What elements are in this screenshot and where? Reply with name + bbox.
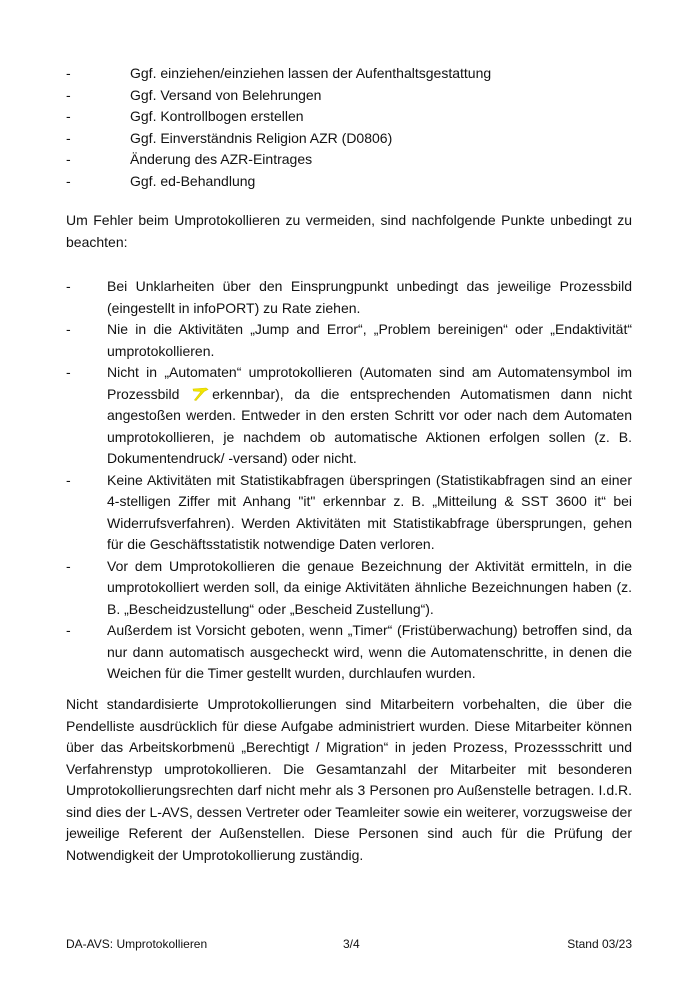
list-item-text: Ggf. Einverständnis Religion AZR (D0806) (130, 129, 393, 146)
intro-paragraph: Um Fehler beim Umprotokollieren zu vermeiden, sind nachfolgende Punkte unbedingt zu beachten: (66, 212, 632, 250)
list-item-text: Ggf. Kontrollbogen erstellen (130, 108, 304, 124)
list-item (66, 128, 632, 150)
list-item-text: Ggf. einziehen/einziehen lassen der Aufenthaltsgestattung (130, 65, 492, 81)
list-item-text: Änderung des AZR-Eintrages (130, 151, 313, 167)
list-dash: - (66, 321, 71, 337)
closing-paragraph: Nicht standardisierte Umprotokollierungen sind Mitarbeitern vorbehalten, die über die Pendelliste ausdrücklich für diese Aufgabe administriert wurden. Diese Mitarbeiter können über das Arbeitskorbmenü „Berechtigt / Migration“ in jeden Prozess, Prozessschritt und Verfahrenstyp umprotokollieren. Die Gesamtanzahl der Mitarbeiter mit besonderen Umprotokollierungsrechten darf nicht mehr als 3 Personen pro Außenstelle betragen. I.d.R. sind dies der L-AVS, dessen Vertreter oder Teamleiter sowie ein weiterer, vorzugsweise der jeweilige Referent der Außenstellen. Diese Personen sind auch für die Prüfung der Notwendigkeit der Umprotokollierung zuständig. (66, 696, 632, 863)
list-dash: - (66, 278, 71, 294)
list-item-text-after: erkennbar), da die entsprechenden Automatismen dann nicht angestoßen werden. Entweder in den ersten Schritt vor oder nach dem Automaten umprotokollieren, je nachdem ob automatische Aktionen erfolgen sollen (z. B. Dokumentendruck/ -versand) oder nicht. (107, 385, 633, 466)
list-item (66, 362, 632, 470)
list-dash: - (66, 86, 71, 103)
list-item-text: Keine Aktivitäten mit Statistikabfragen überspringen (Statistikabfragen sind an einer 4-stelligen Ziffer mit Anhang "it" erkennbar z. B. „Mitteilung & SST 3600 it“ bei Widerrufsverfahren). Werden Aktivitäten mit Statistikabfrage übersprungen, gehen für die Geschäftsstatistik notwendige Daten verloren. (107, 471, 632, 552)
list-item (66, 171, 632, 193)
list-item (66, 149, 632, 171)
list-item-text-before: Nicht in „Automaten“ umprotokollieren (Automaten sind am Automatensymbol im Prozessbild (107, 364, 632, 402)
list-dash: - (66, 172, 71, 189)
list-item (66, 556, 632, 621)
list-item (66, 470, 632, 556)
list-item-text: Nie in die Aktivitäten „Jump and Error“, „Problem bereinigen“ oder „Endaktivität“ umprotokollieren. (107, 321, 632, 359)
rules-list (66, 276, 632, 685)
footer-page-number: 3/4 (343, 937, 360, 951)
list-item (66, 63, 632, 85)
list-item-text: Ggf. Versand von Belehrungen (130, 86, 322, 103)
list-item-text: Außerdem ist Vorsicht geboten, wenn „Timer“ (Fristüberwachung) betroffen sind, da nur dann automatisch ausgecheckt wird, wenn die Automatenschritte, in denen die Weichen für die Timer gestellt wurden, durchlaufen wurden. (107, 622, 632, 681)
list-item (66, 620, 632, 685)
list-dash: - (66, 65, 71, 81)
list-item (66, 106, 632, 128)
list-item-text: Bei Unklarheiten über den Einsprungpunkt unbedingt das jeweilige Prozessbild (eingestellt in infoPORT) zu Rate ziehen. (107, 278, 632, 316)
page-footer (66, 935, 632, 953)
list-item-text: Vor dem Umprotokollieren die genaue Bezeichnung der Aktivität ermitteln, in die umprotokolliert werden soll, da einige Aktivitäten ähnliche Bezeichnungen haben (z. B. „Bescheidzustellung“ oder „Bescheid Zustellung“). (107, 557, 632, 617)
list-dash: - (66, 108, 71, 124)
step-list (66, 63, 632, 192)
list-item (66, 276, 632, 319)
list-dash: - (66, 151, 71, 167)
footer-document-title: DA-AVS: Umprotokollieren (66, 937, 208, 951)
list-dash: - (66, 129, 71, 146)
list-item (66, 85, 632, 107)
list-dash: - (66, 557, 71, 574)
list-dash: - (66, 471, 71, 488)
list-dash: - (66, 622, 71, 638)
list-item (66, 319, 632, 362)
list-item-text: Ggf. ed-Behandlung (130, 172, 256, 189)
footer-version-date: Stand 03/23 (567, 937, 632, 951)
list-dash: - (66, 364, 71, 380)
lightning-bolt-icon (191, 387, 211, 401)
